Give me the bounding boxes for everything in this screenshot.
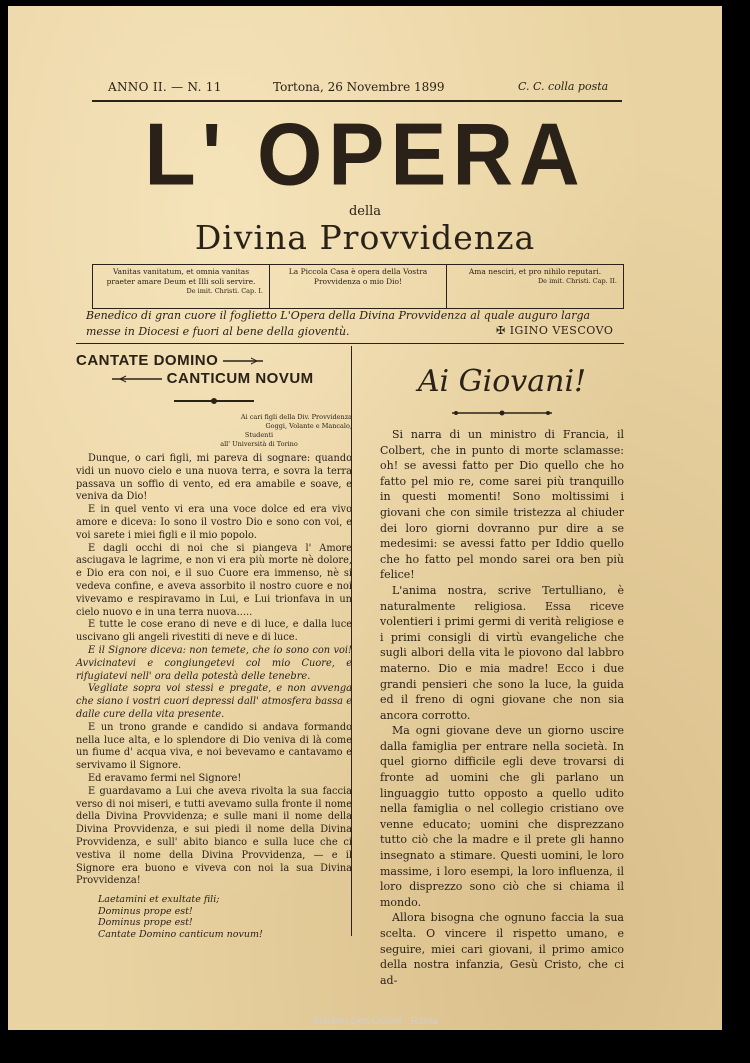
- dedication-line: Goggi, Volante e Mancalo,: [265, 422, 352, 430]
- motto-center: [270, 265, 447, 308]
- newspaper-page: [8, 6, 722, 1030]
- paragraph: Allora bisogna che ognuno faccia la sua scelta. O vincere il rispetto umano, e seguire, miei cari giovani, il primo amico della nostra infanzia, Gesù Cristo, che ci ad-: [380, 911, 624, 987]
- paragraph: Vegliate sopra voi stessi e pregate, e non avvenga che siano i vostri cuori depressi dall' atmosfera bassa e dalle cure della vita presente.: [76, 683, 352, 720]
- header-rule: [92, 100, 622, 102]
- paragraph: Si narra di un ministro di Francia, il Colbert, che in punto di morte sclamasse: oh! se avessi fatto per Dio quello che ho fatto pel mio re, come sarei più tranquillo in questi momenti! Sono moltissimi i giovani che con simile tristezza al chiuder dei loro giorni dovranno pur dire a se medesimi: se avessi fatto per Iddio quello che ho fatto pel mondo sarei ora ben più felice!: [380, 428, 624, 582]
- blessing-rule: [76, 343, 624, 344]
- paragraph: E in quel vento vi era una voce dolce ed era vivo amore e diceva: Io sono il vostro Dio e sono con voi, e voi sarete i miei figli e il mio popolo.: [76, 504, 352, 541]
- verse: Cantate Domino canticum novum!: [98, 928, 263, 940]
- motto-box: [92, 264, 624, 309]
- paragraph: L'anima nostra, scrive Tertulliano, è naturalmente religiosa. Essa riceve volentieri i primi germi di verità religiose e i primi consigli di virtù evangeliche che sugli albori della vita le piovono dal labbro materno. Dio e mia madre! Ecco i due grandi pensieri che sono la luce, la guida ed il freno di ogni giovane che non sia ancora corrotto.: [380, 583, 624, 722]
- masthead-subtitle: Divina Provvidenza: [194, 218, 536, 257]
- dedication: [166, 413, 352, 449]
- motto-left: [93, 265, 270, 308]
- article-title: [76, 352, 352, 370]
- verse: Dominus prope est!: [98, 905, 193, 917]
- motto-ref: De imit. Christi. Cap. I.: [186, 286, 263, 295]
- paragraph: Dunque, o cari figli, mi pareva di sognare: quando vidi un nuovo cielo e una nuova terra, e sovra la terra passava un soffio di vento, ed era amabile e soave, e veniva da Dio!: [76, 453, 352, 503]
- masthead-della: della: [348, 204, 382, 219]
- article-body: [380, 427, 624, 988]
- issue-number: ANNO II. — N. 11: [108, 80, 222, 94]
- paragraph: E dagli occhi di noi che si piangeva l' Amore asciugava le lagrime, e non vi era più morte nè dolore, e Dio era con noi, e il suo Cuore era immenso, nè si vedeva confine, e aveva assorbito il nostro cuore e noi vivevamo e respiravamo in Lui, e Lui trionfava in un cielo nuovo e in una terra nuova.....: [76, 542, 352, 618]
- dedication-line: Studenti: [244, 431, 274, 439]
- masthead-title: L' OPERA: [144, 104, 586, 204]
- flourish-icon: [223, 357, 263, 365]
- paragraph: E guardavamo a Lui che aveva rivolta la sua faccia verso di noi miseri, e tutti avevamo sulla fronte il nome della Divina Provvidenza; e sulle mani il nome della Divina Provvidenza, e sui piedi il nome della Divina Provvidenza, e sull' abito bianco e sulla luce che ci vestiva il nome della Divina Provvidenza, — e il Signore era buono e viveva con noi la sua Divina Provvidenza!: [76, 785, 352, 887]
- left-article: [76, 352, 352, 940]
- verse: Laetamini et exultate fili;: [98, 894, 220, 906]
- psalm-verses: [98, 894, 352, 940]
- verse: Dominus prope est!: [98, 917, 193, 929]
- article-body: [76, 453, 352, 888]
- flourish-icon: [112, 375, 162, 383]
- bishop-signature: ✠ IGINO VESCOVO: [496, 324, 614, 337]
- paragraph: E il Signore diceva: non temete, che io sono con voi! Avvicinatevi e congiungetevi col mio Cuore, e rifugiatevi nell' ora della potestà delle tenebre.: [76, 644, 352, 682]
- motto-text: La Piccola Casa è opera della Vostra Provvidenza o mio Dio!: [288, 267, 428, 286]
- title-line-1: CANTATE DOMINO: [76, 352, 219, 369]
- bishop-blessing: Benedico di gran cuore il foglietto L'Opera della Divina Provvidenza al quale auguro larga messe in Diocesi e fuori al bene della gioventù.: [86, 309, 591, 338]
- paragraph: Ed eravamo fermi nel Signore!: [88, 772, 242, 784]
- motto-text: Vanitas vanitatum, et omnia vanitas praeter amare Deum et Illi soli servire.: [106, 267, 256, 286]
- motto-right: [447, 265, 623, 308]
- dedication-line: Ai cari figli della Div. Provvidenza: [240, 413, 352, 421]
- motto-ref: De imit. Christi. Cap. II.: [537, 276, 617, 285]
- article-title: [76, 370, 352, 388]
- dedication-line: all' Università di Torino: [220, 440, 298, 448]
- ornament-icon: [174, 397, 254, 405]
- motto-text: Ama nesciri, et pro nihilo reputari.: [468, 267, 602, 276]
- postal-note: C. C. colla posta: [518, 80, 609, 93]
- paragraph: E un trono grande e candido si andava formando nella luce alta, e lo splendore di Dio veniva di là come un fiume d' acqua viva, e noi bevevamo e cantavamo e servivamo il Signore.: [76, 721, 352, 772]
- archive-credit: Archivio Don Orione - Roma: [312, 1016, 438, 1027]
- right-article: [380, 352, 624, 988]
- title-line-2: CANTICUM NOVUM: [166, 370, 314, 387]
- paragraph: E tutte le cose erano di neve e di luce, e dalla luce uscivano gli angeli rivestiti di neve e di luce.: [76, 619, 352, 644]
- ornament-icon: [452, 409, 552, 417]
- place-date: Tortona, 26 Novembre 1899: [273, 80, 445, 94]
- paragraph: Ma ogni giovane deve un giorno uscire dalla famiglia per entrare nella società. In quel giorno difficile egli deve trovarsi di fronte ad uomini che gli parlano un linguaggio tutto opposto a quello udito nella famiglia o nel collegio cristiano ove venne educato; uomini che disprezzano tutto ciò che la madre e il prete gli hanno insegnato a stimare. Questi uomini, le loro massime, i loro esempi, la loro influenza, il loro disprezzo sono ciò che si chiama il mondo.: [380, 724, 624, 909]
- article-title: Ai Giovani!: [417, 364, 587, 399]
